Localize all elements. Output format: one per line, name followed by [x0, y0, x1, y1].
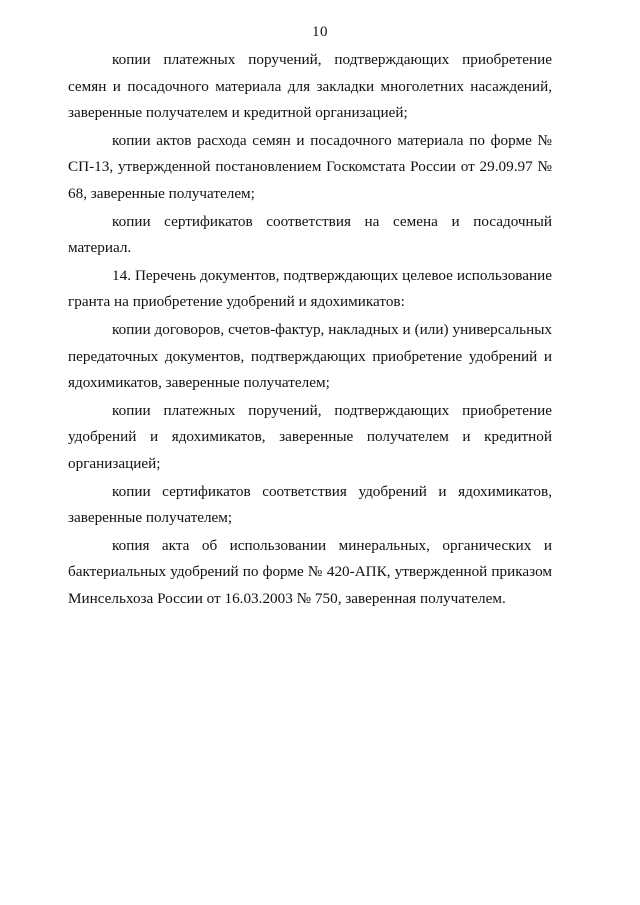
paragraph-seed-consumption-acts: копии актов расхода семян и посадочного материала по форме № СП-13, утвержденной постановлением Госкомстата России от 29.09.97 № 68, заверенные получателем;	[68, 131, 552, 202]
paragraph-fertilizer-usage-act: копия акта об использовании минеральных, органических и бактериальных удобрений по форме № 420-АПК, утвержденной приказом Минсельхоза России от 16.03.2003 № 750, заверенная получателем.	[68, 536, 552, 607]
page-number: 10	[312, 24, 328, 40]
paragraph-payment-orders-seeds: копии платежных поручений, подтверждающих приобретение семян и посадочного материала для закладки многолетних насаждений, заверенные получателем и кредитной организацией;	[68, 51, 552, 122]
paragraph-seed-certificates: копии сертификатов соответствия на семена и посадочный материал.	[68, 212, 552, 257]
document-body	[68, 47, 552, 612]
paragraph-section-14-heading: 14. Перечень документов, подтверждающих целевое использование гранта на приобретение удобрений и ядохимикатов:	[68, 266, 552, 311]
paragraph-contracts-invoices: копии договоров, счетов-фактур, накладных и (или) универсальных передаточных документов, подтверждающих приобретение удобрений и ядохимикатов, заверенные получателем;	[68, 320, 552, 392]
paragraph-fertilizer-certificates: копии сертификатов соответствия удобрений и ядохимикатов, заверенные получателем;	[68, 482, 552, 527]
paragraph-payment-orders-fertilizers: копии платежных поручений, подтверждающих приобретение удобрений и ядохимикатов, заверенные получателем и кредитной организацией;	[68, 401, 552, 472]
